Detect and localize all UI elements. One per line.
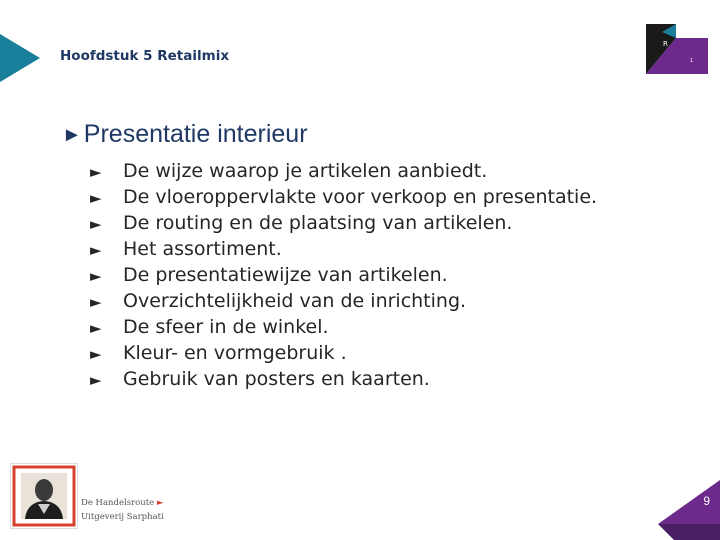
corner-digit: 1	[690, 58, 694, 64]
brand-line1: De Handelsroute	[81, 498, 155, 508]
slide-title	[62, 120, 308, 149]
bullet-arrow-icon: ►	[90, 293, 102, 311]
bullet-list	[90, 156, 597, 390]
bullet-arrow-icon: ►	[90, 371, 102, 389]
bullet-item	[90, 312, 597, 338]
bullet-text: Het assortiment.	[123, 238, 282, 260]
bullet-text: Overzichtelijkheid van de inrichting.	[123, 290, 467, 312]
bullet-text: De routing en de plaatsing van artikelen.	[123, 212, 513, 234]
bullet-text: De sfeer in de winkel.	[123, 316, 329, 338]
bullet-item	[90, 234, 597, 260]
slide-title-text: Presentatie interieur	[83, 120, 308, 148]
page-number: 9	[703, 494, 710, 508]
bullet-arrow-icon: ►	[90, 345, 102, 363]
bullet-item	[90, 338, 597, 364]
bullet-arrow-icon: ►	[90, 163, 102, 181]
bullet-arrow-icon: ►	[90, 189, 102, 207]
brand-name	[81, 498, 163, 508]
bullet-text: De wijze waarop je artikelen aanbiedt.	[123, 160, 488, 182]
bullet-item	[90, 182, 597, 208]
corner-letter: R	[663, 40, 668, 48]
bullet-text: Kleur- en vormgebruik .	[123, 342, 347, 364]
title-arrow-icon: ►	[62, 124, 82, 146]
bullet-item	[90, 156, 597, 182]
bullet-text: Gebruik van posters en kaarten.	[123, 368, 430, 390]
bullet-item	[90, 364, 597, 390]
bullet-arrow-icon: ►	[90, 267, 102, 285]
publisher-logo-portrait	[10, 463, 78, 529]
bullet-arrow-icon: ►	[90, 215, 102, 233]
bullet-item	[90, 286, 597, 312]
bullet-arrow-icon: ►	[90, 319, 102, 337]
bullet-arrow-icon: ►	[90, 241, 102, 259]
publisher-name: Uitgeverij Sarphati	[81, 512, 164, 522]
page-badge	[658, 480, 720, 540]
bullet-text: De presentatiewijze van artikelen.	[123, 264, 448, 286]
bullet-item	[90, 208, 597, 234]
brand-arrow-icon: ►	[156, 498, 164, 508]
bullet-item	[90, 260, 597, 286]
chapter-title: Hoofdstuk 5 Retailmix	[60, 48, 230, 64]
corner-logo-shape	[646, 24, 708, 76]
left-teal-triangle	[0, 0, 42, 84]
bullet-text: De vloeroppervlakte voor verkoop en presentatie.	[123, 186, 598, 208]
